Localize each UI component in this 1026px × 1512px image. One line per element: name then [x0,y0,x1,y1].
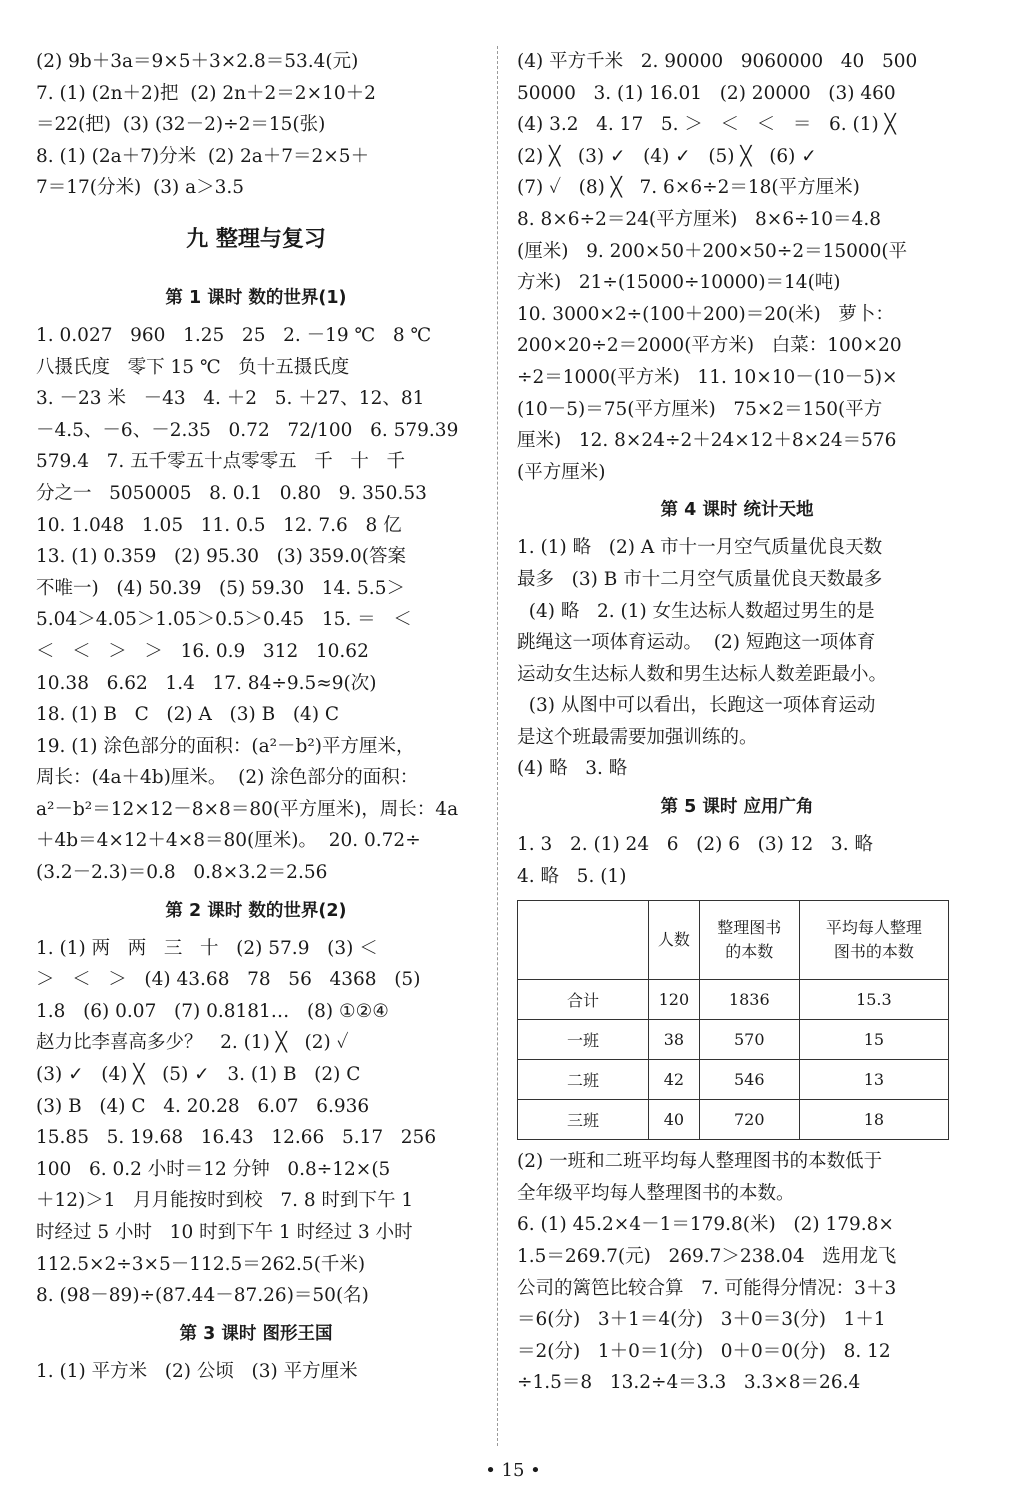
text-line: 厘米) 12. 8×24÷2＋24×12＋8×24＝576 [517,430,897,452]
text-line: (厘米) 9. 200×50＋200×50÷2＝15000(平 [517,240,908,262]
text-line: 10. 3000×2÷(100＋200)＝20(米) 萝卜： [517,303,894,325]
section-title: 第 5 课时 应用广角 [660,797,814,818]
text-line: 10. 1.048 1.05 11. 0.5 12. 7.6 8 亿 [36,514,402,536]
text-line: 8. (1) (2a＋7)分米 (2) 2a＋7＝2×5＋ [36,145,370,167]
section-title: 第 4 课时 统计天地 [660,500,814,521]
text-line: ＜ ＜ ＞ ＞ 16. 0.9 312 10.62 [36,640,369,662]
text-line: 15.85 5. 19.68 16.43 12.66 5.17 256 [36,1127,437,1149]
page-number: • 15 • [485,1460,541,1481]
text-line: (4) 略 3. 略 [517,758,628,780]
text-line: 1. 3 2. (1) 24 6 (2) 6 (3) 12 3. 略 [517,834,873,856]
text-line: (4) 平方千米 2. 90000 9060000 40 500 [517,51,918,72]
text-line: ＋12)＞1 月月能按时到校 7. 8 时到下午 1 [36,1190,414,1212]
text-line: 跳绳这一项体育运动。 (2) 短跑这一项体育 [517,632,876,654]
table-cell: 15.3 [799,980,948,1020]
text-line: ÷1.5＝8 13.2÷4＝3.3 3.3×8＝26.4 [517,1372,861,1394]
text-line: (3) B (4) C 4. 20.28 6.07 6.936 [36,1095,370,1117]
left-column [36,46,476,1387]
table-cell: 40 [649,1100,700,1140]
text-line: 579.4 7. 五千零五十点零零五 千 十 千 [36,451,406,473]
section-title: 第 1 课时 数的世界(1) [165,287,347,308]
text-line: (4) 3.2 4. 17 5. ＞ ＜ ＜ ＝ 6. (1) ╳ [517,114,896,136]
table-cell: 1836 [699,980,799,1020]
table-cell: 合计 [518,980,649,1020]
text-line: 13. (1) 0.359 (2) 95.30 (3) 359.0(答案 [36,546,406,568]
text-line: 6. (1) 45.2×4－1＝179.8(米) (2) 179.8× [517,1214,894,1236]
text-line: 10.38 6.62 1.4 17. 84÷9.5≈9(次) [36,672,377,694]
text-line: 时经过 5 小时 10 时到下午 1 时经过 3 小时 [36,1222,413,1243]
text-line: －4.5、－6、－2.35 0.72 72/100 6. 579.39 [36,419,459,441]
text-line: 5.04＞4.05＞1.05＞0.5＞0.45 15. ＝ ＜ [36,609,412,631]
text-line: 112.5×2÷3×5－112.5＝262.5(千米) [36,1253,366,1275]
table-cell: 38 [649,1020,700,1060]
table-row [518,1060,949,1100]
table-header-cell [518,901,649,980]
text-line: 分之一 5050005 8. 0.1 0.80 9. 350.53 [36,482,427,504]
text-line: 1.8 (6) 0.07 (7) 0.8181… (8) ①②④ [36,1000,389,1022]
text-line: ＋4b＝4×12＋4×8＝80(厘米)。 20. 0.72÷ [36,830,421,852]
text-line: 运动女生达标人数和男生达标人数差距最小。 [517,663,888,685]
table-row [518,1020,949,1060]
text-line: 1. (1) 两 两 三 十 (2) 57.9 (3) ＜ [36,937,378,959]
table-cell: 18 [799,1100,948,1140]
text-line: 8. 8×6÷2＝24(平方厘米) 8×6÷10＝4.8 [517,208,881,230]
text-line: 1.5＝269.7(元) 269.7＞238.04 选用龙飞 [517,1246,897,1268]
text-line: 全年级平均每人整理图书的本数。 [517,1182,795,1204]
text-line: 1. 0.027 960 1.25 25 2. －19 ℃ 8 ℃ [36,324,432,346]
text-line: 7. (1) (2n＋2)把 (2) 2n＋2＝2×10＋2 [36,82,376,104]
text-line: 公司的篱笆比较合算 7. 可能得分情况：3＋3 [517,1277,897,1299]
text-line: (3.2－2.3)＝0.8 0.8×3.2＝2.56 [36,862,328,884]
text-line: (4) 略 2. (1) 女生达标人数超过男生的是 [517,600,875,622]
text-line: (2) ╳ (3) ✓ (4) ✓ (5) ╳ (6) ✓ [517,145,817,167]
text-line: (2) 一班和二班平均每人整理图书的本数低于 [517,1151,883,1173]
text-line: ＞ ＜ ＞ (4) 43.68 78 56 4368 (5) [36,969,421,991]
table-cell: 一班 [518,1020,649,1060]
table-cell: 二班 [518,1060,649,1100]
table-cell: 120 [649,980,700,1020]
table-cell: 42 [649,1060,700,1100]
text-line: 18. (1) B C (2) A (3) B (4) C [36,704,340,726]
column-divider [497,46,498,1446]
chapter-title: 九 整理与复习 [186,226,326,252]
text-line: 4. 略 5. (1) [517,865,627,887]
text-line: 3. －23 米 －43 4. ＋2 5. ＋27、12、81 [36,388,425,410]
text-line: 不唯一) (4) 50.39 (5) 59.30 14. 5.5＞ [36,577,405,599]
table-row [518,980,949,1020]
table-header-cell: 平均每人整理 图书的本数 [799,901,948,980]
text-line: 8. (98－89)÷(87.44－87.26)＝50(名) [36,1285,369,1307]
text-line: ＝22(把) (3) (32－2)÷2＝15(张) [36,114,326,136]
text-line: 19. (1) 涂色部分的面积：(a²－b²)平方厘米， [36,735,415,757]
text-line: 1. (1) 略 (2) A 市十一月空气质量优良天数 [517,537,883,559]
text-line: 赵力比李喜高多少？ 2. (1) ╳ (2) ✓ [36,1032,349,1054]
table-cell: 15 [799,1020,948,1060]
text-line: 50000 3. (1) 16.01 (2) 20000 (3) 460 [517,82,896,104]
text-line: 200×20÷2＝2000(平方米) 白菜：100×20 [517,335,902,357]
text-line: 周长：(4a＋4b)厘米。 (2) 涂色部分的面积： [36,767,419,789]
section-title: 第 3 课时 图形王国 [179,1323,333,1344]
table-header-cell: 人数 [649,901,700,980]
text-line: (平方厘米) [517,461,606,483]
text-line: ÷2＝1000(平方米) 11. 10×10－(10－5)× [517,366,898,388]
table-cell: 三班 [518,1100,649,1140]
text-line: 7＝17(分米) (3) a＞3.5 [36,177,245,199]
table-cell: 546 [699,1060,799,1100]
section-title: 第 2 课时 数的世界(2) [165,900,347,921]
text-line: ＝2(分) 1＋0＝1(分) 0＋0＝0(分) 8. 12 [517,1340,891,1362]
table-row [518,1100,949,1140]
table-header-cell: 整理图书 的本数 [699,901,799,980]
table-cell: 13 [799,1060,948,1100]
text-line: 最多 (3) B 市十二月空气质量优良天数最多 [517,568,883,590]
text-line: 100 6. 0.2 小时＝12 分钟 0.8÷12×(5 [36,1158,391,1180]
table-cell: 720 [699,1100,799,1140]
right-column [517,46,957,1399]
text-line: ＝6(分) 3＋1＝4(分) 3＋0＝3(分) 1＋1 [517,1309,886,1331]
text-line: (3) 从图中可以看出，长跑这一项体育运动 [517,695,876,717]
text-line: (7) ✓ (8) ╳ 7. 6×6÷2＝18(平方厘米) [517,177,860,199]
table-cell: 570 [699,1020,799,1060]
text-line: 方米) 21÷(15000÷10000)＝14(吨) [517,272,841,294]
text-line: (3) ✓ (4) ╳ (5) ✓ 3. (1) B (2) C [36,1064,361,1086]
stats-table [517,900,949,1140]
text-line: (10－5)＝75(平方厘米) 75×2＝150(平方 [517,398,883,420]
text-line: 八摄氏度 零下 15 ℃ 负十五摄氏度 [36,356,350,378]
text-line: 1. (1) 平方米 (2) 公顷 (3) 平方厘米 [36,1360,358,1382]
text-line: 是这个班最需要加强训练的。 [517,726,758,748]
text-line: a²－b²＝12×12－8×8＝80(平方厘米)，周长：4a [36,798,459,820]
text-line: (2) 9b＋3a＝9×5＋3×2.8＝53.4(元) [36,51,359,72]
